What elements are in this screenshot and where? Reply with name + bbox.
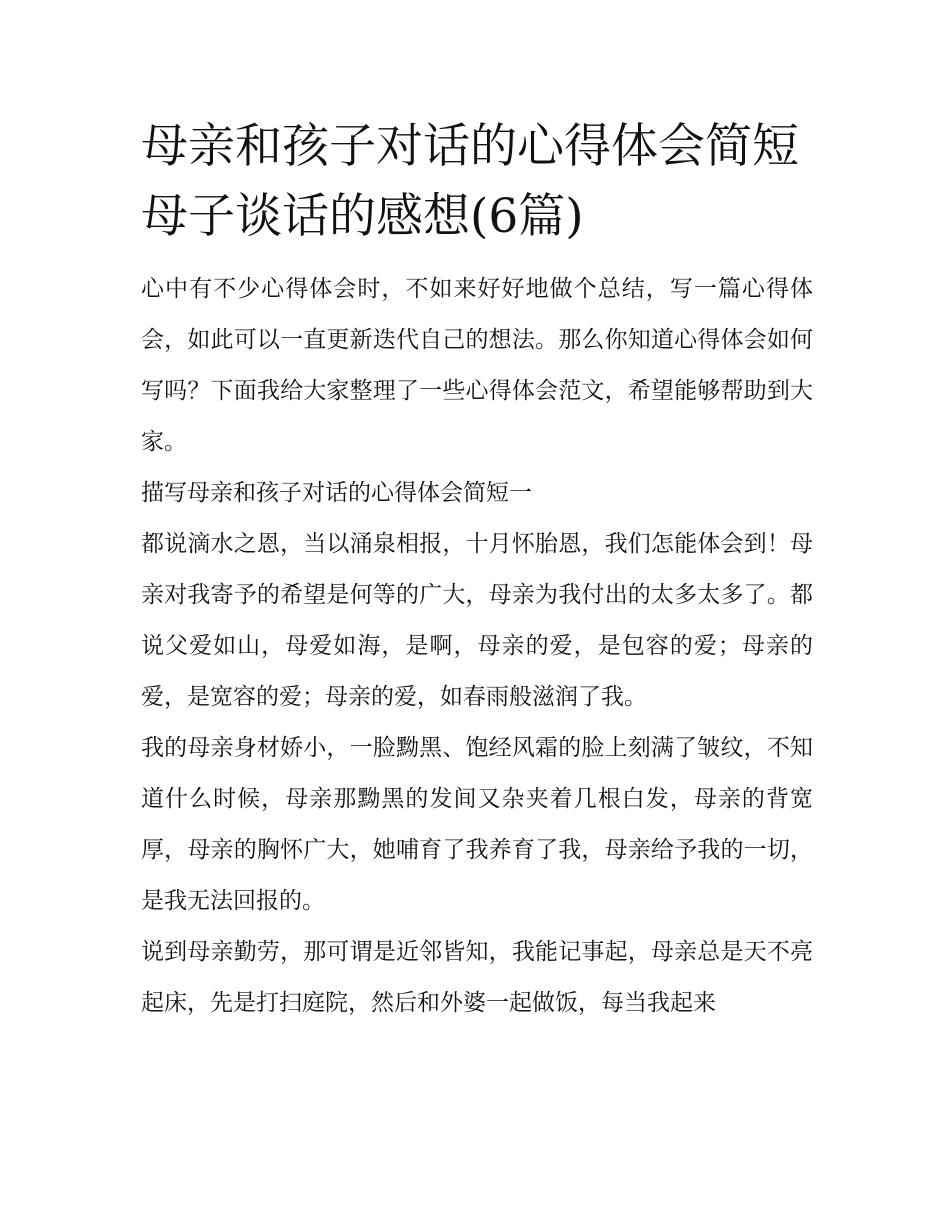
body-paragraph: 都说滴水之恩，当以涌泉相报，十月怀胎恩，我们怎能体会到！母亲对我寄予的希望是何等的广大，母亲为我付出的太多太多了。都说父爱如山，母爱如海，是啊，母亲的爱，是包容的爱；母亲的爱，是宽容的爱；母亲的爱，如春雨般滋润了我。 [141, 531, 813, 710]
intro-paragraph: 心中有不少心得体会时，不如来好好地做个总结，写一篇心得体会，如此可以一直更新迭代自己的想法。那么你知道心得体会如何写吗？下面我给大家整理了一些心得体会范文，希望能够帮助到大家。 [141, 276, 813, 455]
document-title: 母亲和孩子对话的心得体会简短 母子谈话的感想(6篇) [141, 119, 799, 244]
body-paragraph: 我的母亲身材娇小，一脸黝黑、饱经风霜的脸上刻满了皱纹，不知道什么时候，母亲那黝黑的发间又杂夹着几根白发，母亲的背宽厚，母亲的胸怀广大，她哺育了我养育了我，母亲给予我的一切，是我无法回报的。 [141, 735, 813, 914]
document-content [141, 112, 813, 1029]
section-heading: 描写母亲和孩子对话的心得体会简短一 [141, 480, 532, 506]
body-paragraph: 说到母亲勤劳，那可谓是近邻皆知，我能记事起，母亲总是天不亮起床，先是打扫庭院，然后和外婆一起做饭，每当我起来 [141, 939, 813, 1016]
